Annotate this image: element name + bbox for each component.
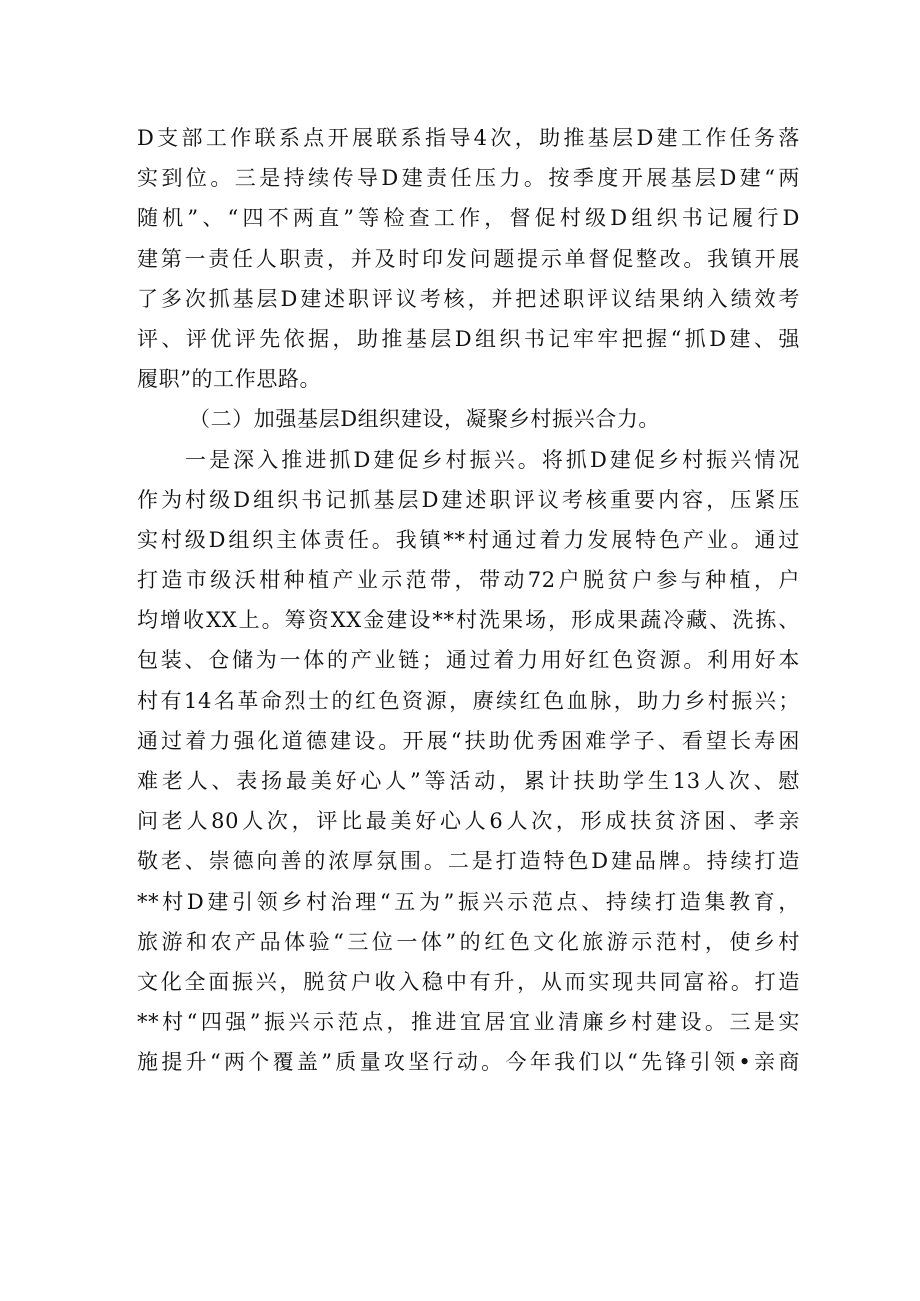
document-body <box>137 118 800 1083</box>
paragraph-2-line-6: 包装、仓储为一体的产业链；通过着力用好红色资源。利用好本 <box>137 648 800 673</box>
paragraph-2-line-12: **村D建引领乡村治理“五为”振兴示范点、持续打造集教育， <box>137 889 800 914</box>
paragraph-1-line-5: 了多次抓基层D建述职评议考核，并把述职评议结果纳入绩效考 <box>137 286 800 311</box>
paragraph-2-line-5: 均增收XX上。筹资XX金建设**村洗果场，形成果蔬冷藏、洗拣、 <box>137 608 800 633</box>
paragraph-1-line-6: 评、评优评先依据，助推基层D组织书记牢牢把握“抓D建、强 <box>137 326 800 351</box>
paragraph-2-line-8: 通过着力强化道德建设。开展“扶助优秀困难学子、看望长寿困 <box>137 728 800 753</box>
section-heading: （二）加强基层D组织建设，凝聚乡村振兴合力。 <box>189 407 661 432</box>
paragraph-2-line-1: 一是深入推进抓D建促乡村振兴。将抓D建促乡村振兴情况 <box>185 447 800 472</box>
paragraph-2-line-2: 作为村级D组织书记抓基层D建述职评议考核重要内容，压紧压 <box>137 487 800 512</box>
paragraph-1-line-3: 随机”、“四不两直”等检查工作，督促村级D组织书记履行D <box>137 206 800 231</box>
paragraph-2-line-4: 打造市级沃柑种植产业示范带，带动72户脱贫户参与种植，户 <box>137 568 800 593</box>
paragraph-1-line-2: 实到位。三是持续传导D建责任压力。按季度开展基层D建“两 <box>137 166 800 191</box>
paragraph-2-line-9: 难老人、表扬最美好心人”等活动，累计扶助学生13人次、慰 <box>137 769 800 793</box>
paragraph-2-line-15: **村“四强”振兴示范点，推进宜居宜业清廉乡村建设。三是实 <box>137 1010 800 1035</box>
paragraph-1-line-7: 履职”的工作思路。 <box>137 367 322 392</box>
paragraph-2-line-11: 敬老、崇德向善的浓厚氛围。二是打造特色D建品牌。持续打造 <box>137 849 800 874</box>
paragraph-2-line-16: 施提升“两个覆盖”质量攻坚行动。今年我们以“先锋引领•亲商 <box>137 1050 800 1075</box>
paragraph-2-line-14: 文化全面振兴，脱贫户收入稳中有升，从而实现共同富裕。打造 <box>137 969 800 994</box>
paragraph-2-line-3: 实村级D组织主体责任。我镇**村通过着力发展特色产业。通过 <box>137 527 800 552</box>
paragraph-1-line-4: 建第一责任人职责，并及时印发问题提示单督促整改。我镇开展 <box>137 246 800 271</box>
paragraph-2-line-7: 村有14名革命烈士的红色资源，赓续红色血脉，助力乡村振兴； <box>137 688 800 713</box>
paragraph-2-line-13: 旅游和农产品体验“三位一体”的红色文化旅游示范村，使乡村 <box>137 929 800 954</box>
paragraph-2-line-10: 问老人80人次，评比最美好心人6人次，形成扶贫济困、孝亲 <box>137 809 800 834</box>
paragraph-1-line-1: D支部工作联系点开展联系指导4次，助推基层D建工作任务落 <box>137 126 800 150</box>
